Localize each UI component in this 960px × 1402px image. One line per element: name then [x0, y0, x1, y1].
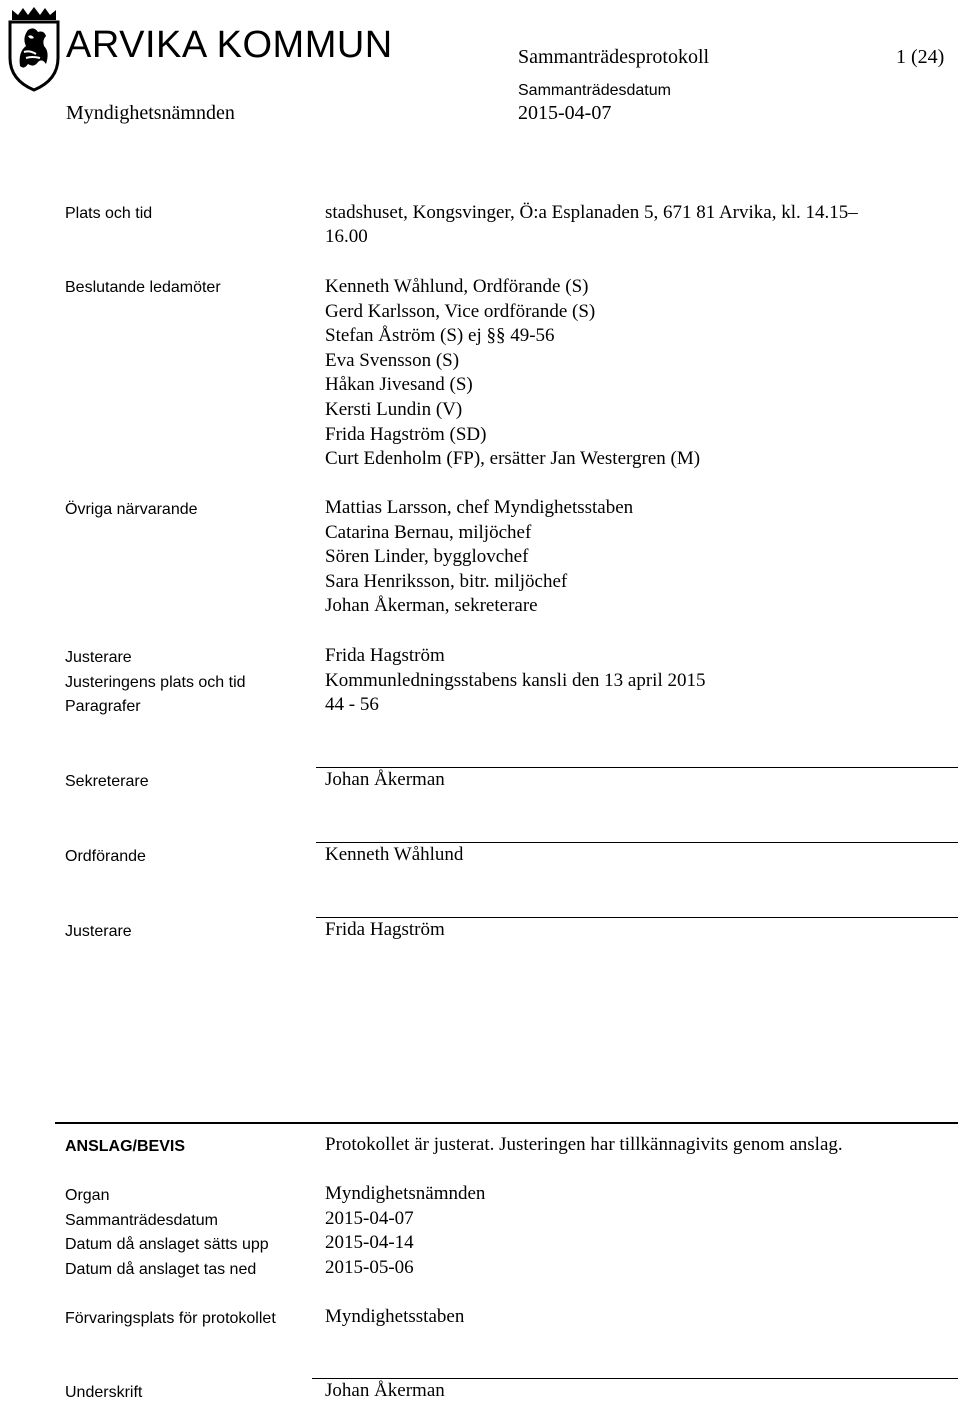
signature-line: [316, 767, 958, 768]
notice-divider: [55, 1122, 958, 1124]
posted-date: 2015-04-14: [325, 1232, 414, 1253]
organ-label: Organ: [65, 1187, 110, 1204]
paragraphs-value: 44 - 56: [325, 694, 379, 715]
members-list: [325, 275, 700, 472]
signature-label: Underskrift: [65, 1384, 143, 1401]
notice-meeting-date: 2015-04-07: [325, 1208, 414, 1229]
member-item: Eva Svensson (S): [325, 349, 460, 371]
members-label: Beslutande ledamöter: [65, 279, 221, 296]
notice-title: ANSLAG/BEVIS: [65, 1138, 186, 1155]
paragraphs-label: Paragrafer: [65, 698, 141, 715]
attendee-item: Johan Åkerman, sekreterare: [325, 595, 538, 617]
member-item: Frida Hagström (SD): [325, 423, 487, 445]
attendee-item: Sören Linder, bygglovchef: [325, 546, 529, 568]
place-value-line2: 16.00: [325, 226, 368, 247]
signature-name: Kenneth Wåhlund: [325, 844, 464, 865]
signature-name: Frida Hagström: [325, 919, 445, 940]
adjust-place-value: Kommunledningsstabens kansli den 13 april 2015: [325, 670, 706, 691]
member-item: Kenneth Wåhlund, Ordförande (S): [325, 276, 589, 297]
signature-role-label: Justerare: [65, 923, 132, 940]
signature-role-label: Sekreterare: [65, 773, 149, 790]
storage-value: Myndighetsstaben: [325, 1306, 465, 1327]
attendee-item: Mattias Larsson, chef Myndighetsstaben: [325, 497, 634, 518]
member-item: Curt Edenholm (FP), ersätter Jan Westergren (M): [325, 448, 701, 470]
notice-text: Protokollet är justerat. Justeringen har tillkännagivits genom anslag.: [325, 1134, 843, 1155]
others-list: [325, 496, 633, 619]
meeting-date: 2015-04-07: [518, 102, 612, 124]
organ-value: Myndighetsnämnden: [325, 1183, 486, 1204]
member-item: Kersti Lundin (V): [325, 398, 463, 420]
adjuster-value: Frida Hagström: [325, 645, 445, 666]
adjuster-label: Justerare: [65, 649, 132, 666]
member-item: Håkan Jivesand (S): [325, 374, 473, 396]
logo-wordmark: ARVIKA KOMMUN: [66, 24, 393, 66]
signature-line: [312, 1378, 958, 1379]
attendee-item: Catarina Bernau, miljöchef: [325, 521, 532, 543]
posted-date-label: Datum då anslaget sätts upp: [65, 1236, 269, 1253]
place-label: Plats och tid: [65, 205, 153, 222]
adjust-place-label: Justeringens plats och tid: [65, 674, 246, 691]
notice-signature-name: Johan Åkerman: [325, 1380, 445, 1401]
signature-role-label: Ordförande: [65, 848, 146, 865]
removed-date: 2015-05-06: [325, 1257, 414, 1278]
committee-name: Myndighetsnämnden: [66, 102, 235, 124]
attendee-item: Sara Henriksson, bitr. miljöchef: [325, 570, 568, 592]
signature-line: [316, 917, 958, 918]
notice-meeting-date-label: Sammanträdesdatum: [65, 1212, 218, 1229]
storage-label: Förvaringsplats för protokollet: [65, 1310, 276, 1327]
meeting-date-label: Sammanträdesdatum: [518, 82, 671, 99]
signature-line: [316, 842, 958, 843]
municipal-coat-of-arms-logo: [6, 6, 62, 92]
document-type: Sammanträdesprotokoll: [518, 46, 710, 68]
signature-name: Johan Åkerman: [325, 769, 445, 790]
member-item: Gerd Karlsson, Vice ordförande (S): [325, 300, 596, 322]
place-value-line1: stadshuset, Kongsvinger, Ö:a Esplanaden 5, 671 81 Arvika, kl. 14.15–: [325, 202, 858, 223]
page-number: 1 (24): [896, 46, 945, 68]
member-item: Stefan Åström (S) ej §§ 49-56: [325, 325, 555, 347]
others-label: Övriga närvarande: [65, 501, 198, 518]
removed-date-label: Datum då anslaget tas ned: [65, 1261, 257, 1278]
